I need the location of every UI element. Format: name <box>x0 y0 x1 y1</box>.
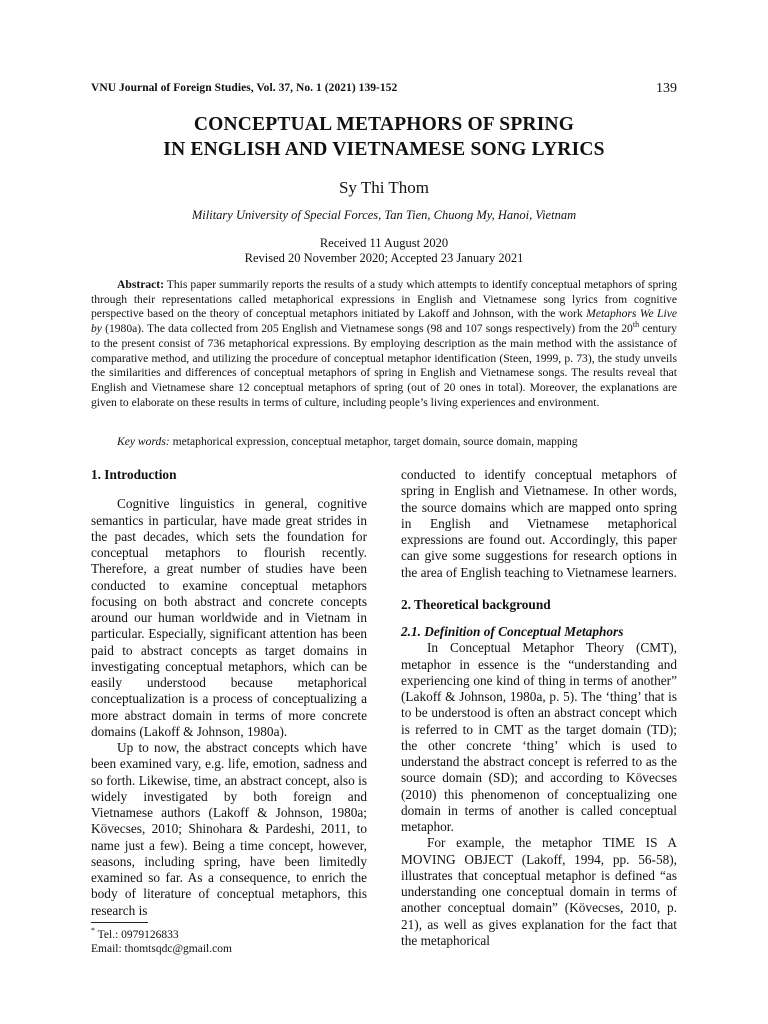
definition-paragraph-1: In Conceptual Metaphor Theory (CMT), metaphor in essence is the “understanding and experiencing one kind of thing in terms of another” (Lakoff & Johnson, 1980a, p. 5). The ‘thing’ that is to be understood is often an abstract concept which is referred to in CMT as the target domain (TD); the other concrete ‘thing’ which is used to understand the abstract concept is referred to as the source domain (SD); and according to Kövecses (2010) this phenomenon of conceptualizing one domain in terms of another is called conceptual metaphor. <box>401 640 677 834</box>
running-head: VNU Journal of Foreign Studies, Vol. 37, No. 1 (2021) 139-152 <box>91 82 398 94</box>
footnote-telephone <box>91 928 232 942</box>
abstract-label: Abstract: <box>117 278 165 291</box>
abstract-text-1: This paper summarily reports the results of a study which attempts to identify conceptual metaphors of spring through their representations called metaphorical expressions in English and Vietnamese song lyrics from cognitive perspective based on the theory of conceptual metaphors initiated by Lakoff and Johnson, with the work <box>91 278 677 321</box>
title-line-2: IN ENGLISH AND VIETNAMESE SONG LYRICS <box>163 139 605 160</box>
footnote-divider <box>91 922 148 923</box>
footnote-email: Email: thomtsqdc@gmail.com <box>91 943 232 955</box>
page-number: 139 <box>656 81 677 96</box>
section-heading-introduction: 1. Introduction <box>91 467 177 482</box>
author-affiliation: Military University of Special Forces, Tan Tien, Chuong My, Hanoi, Vietnam <box>191 208 577 222</box>
section-heading-theoretical-background: 2. Theoretical background <box>401 596 551 612</box>
keywords-label: Key words: <box>117 435 170 448</box>
received-date: Received 11 August 2020 <box>319 236 449 250</box>
abstract-text-2: (1980a). The data collected from 205 English and Vietnamese songs (98 and 107 songs respectively) from the 20 <box>101 322 633 336</box>
subsection-heading-definition: 2.1. Definition of Conceptual Metaphors <box>401 624 624 639</box>
introduction-paragraph-2: Up to now, the abstract concepts which have been examined vary, e.g. life, emotion, sadness and so forth. Likewise, time, an abstract concept, also is widely investigated by both foreign and Vietnamese authors (Lakoff & Johnson, 1980a; Kövecses, 2010; Shinohara & Pardeshi, 2011, to name just a few). Being a time concept, however, seasons, including spring, have been limitedly examined so far. As a consequence, to enrich the body of literature of conceptual metaphors, this research is <box>91 740 367 918</box>
abstract-superscript: th <box>632 320 640 330</box>
footnote-marker: * <box>91 926 95 936</box>
paper-title <box>0 112 768 162</box>
footnote <box>91 928 232 956</box>
submission-dates <box>0 236 768 266</box>
title-line-1: CONCEPTUAL METAPHORS OF SPRING <box>193 114 575 135</box>
definition-paragraph-2: For example, the metaphor TIME IS A MOVING OBJECT (Lakoff, 1994, pp. 56-58), illustrates that conceptual metaphor is defined “as understanding one conceptual domain in terms of another conceptual domain” (Kövecses, 2010, p. 21), as well as gives explanation for the fact that the metaphorical <box>401 835 677 948</box>
left-column <box>91 467 367 919</box>
introduction-paragraph-1: Cognitive linguistics in general, cognitive semantics in particular, have made great strides in the past decades, which sets the foundation for conceptual metaphors to flourish recently. Therefore, a great number of studies have been conducted to examine conceptual metaphors focusing on both abstract and concrete concepts around our human worldwide and in Vietnam in particular. Especially, significant attention has been paid to abstract concepts as target domains in investigating conceptual metaphors, which can be easily understood because metaphorical conceptualization is a process of conceptualizing a more abstract domain in terms of more concrete domains (Lakoff & Johnson, 1980a). <box>91 496 367 739</box>
footnote-tel-text: Tel.: 0979126833 <box>95 929 179 941</box>
keywords <box>91 435 677 450</box>
revised-accepted-date: Revised 20 November 2020; Accepted 23 January 2021 <box>244 251 524 265</box>
right-column <box>401 467 677 949</box>
introduction-continuation: conducted to identify conceptual metaphors of spring in English and Vietnamese. In other words, the source domains which are mapped onto spring in English and Vietnamese metaphorical expressions are found out. Accordingly, this paper can give some suggestions for research options in the area of English teaching to Vietnamese learners. <box>401 467 677 580</box>
keywords-text: metaphorical expression, conceptual metaphor, target domain, source domain, mapping <box>169 435 578 448</box>
abstract <box>91 278 677 410</box>
abstract-book-title: Metaphors We Live by <box>91 307 677 336</box>
author-name: Sy Thi Thom <box>338 178 430 197</box>
abstract-text-3: century to the present consist of 736 metaphorical expressions. By employing description as the main method with the assistance of comparative method, and utilizing the procedure of conceptual metaphor identification (Steen, 1999, p. 73), the study unveils the similarities and differences of conceptual metaphors of spring in English and Vietnamese songs. The results reveal that English and Vietnamese share 12 conceptual metaphors of spring (out of 20 ones in total). Moreover, the explanations are given to elaborate on these results in terms of culture, including people’s living experiences and environment. <box>91 322 677 409</box>
